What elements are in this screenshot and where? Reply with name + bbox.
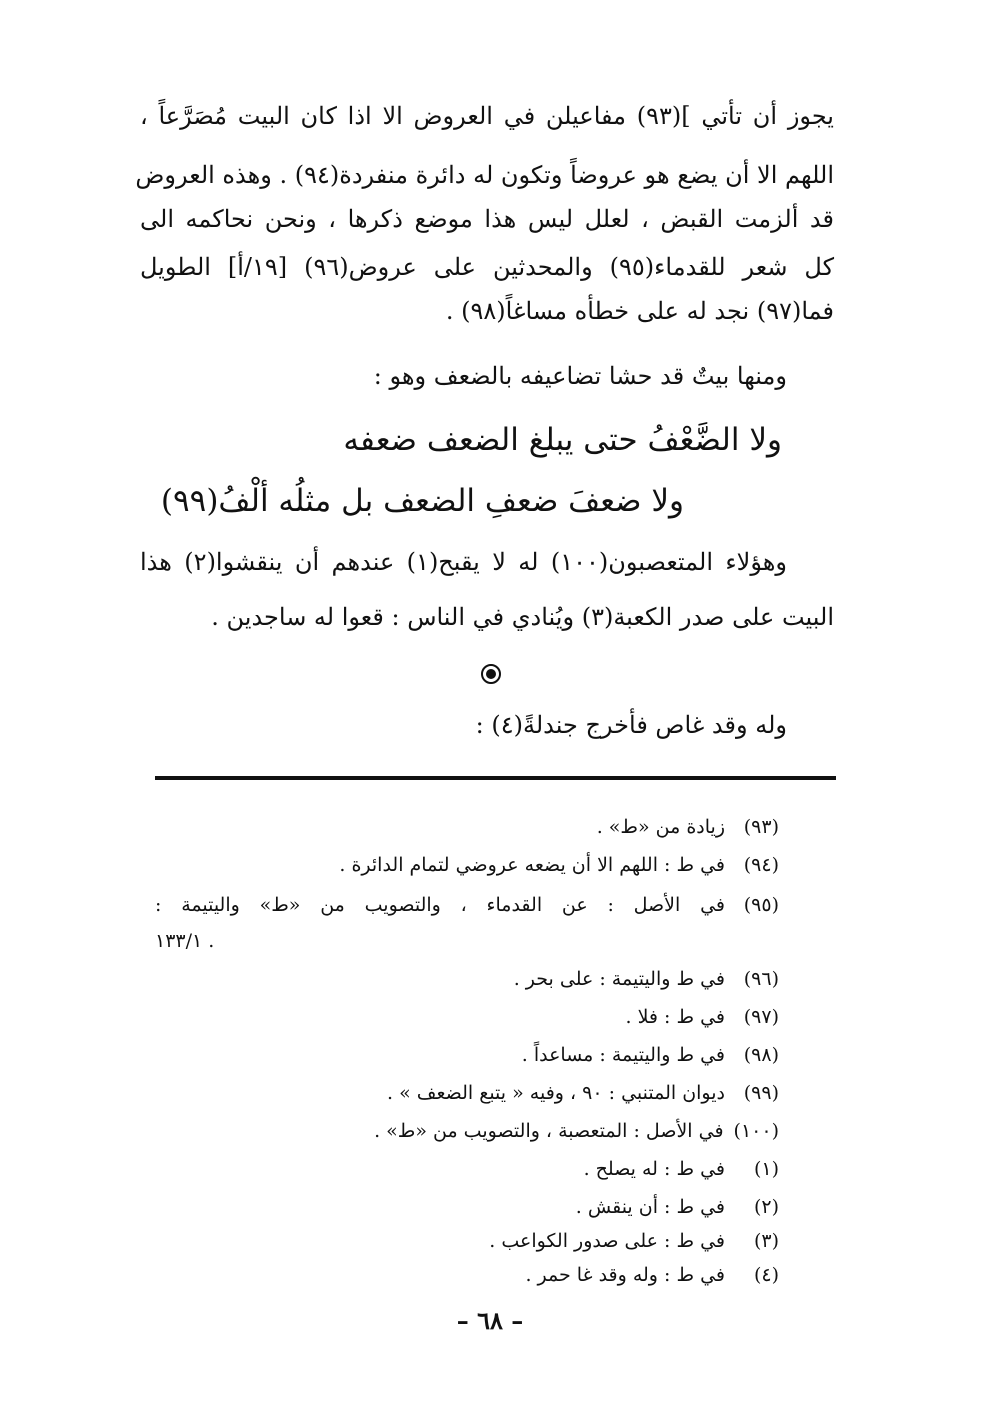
- footnote-item: [514, 970, 779, 989]
- intro-line: ومنها بيتٌ قد حشا تضاعيفه بالضعف وهو :: [373, 362, 787, 390]
- footnote-number: (٢): [753, 1196, 779, 1218]
- verse-second-hemistich: ولا ضعفَ ضعفِ الضعف بل مثلُه ألْفُ(٩٩): [160, 483, 684, 519]
- footnote-item: [584, 1160, 779, 1179]
- footnote-number: (٩٣): [743, 816, 779, 838]
- paragraph-line-1: وهؤلاء المتعصبون(١٠٠) له لا يقبح(١) عندهم أن ينقشوا(٢) هذا: [140, 548, 787, 576]
- footnote-number: (٩٩): [743, 1082, 779, 1104]
- footnote-number: (٩٥): [743, 894, 779, 916]
- body-line-2: اللهم الا أن يضع هو عروضاً وتكون له دائرة منفردة(٩٤) . وهذه العروض: [135, 161, 834, 189]
- verse-first-hemistich: ولا الضَّعْفُ حتى يبلغ الضعف ضعفه: [343, 422, 782, 458]
- footnote-text: في ط : على صدور الكواعب .: [489, 1230, 725, 1252]
- footnote-text: في ط : له يصلح .: [583, 1158, 725, 1180]
- footnote-number: (٩٤): [743, 854, 779, 876]
- body-line-3: قد ألزمت القبض ، لعلل ليس هذا موضع ذكرها ، ونحن نحاكمه الى: [140, 205, 834, 233]
- section-divider-icon: [481, 664, 501, 684]
- footnote-item: [625, 1008, 779, 1027]
- footnote-text: ديوان المتنبي : ٩٠ ، وفيه « يتبع الضعف » .: [387, 1082, 725, 1104]
- body-line-1: يجوز أن تأتي ](٩٣) مفاعيلن في العروض الا اذا كان البيت مُصَرَّعاً ،: [140, 102, 834, 130]
- footnote-item: [597, 818, 779, 837]
- footnote-item: [525, 1266, 779, 1285]
- footnote-text: في ط : أن ينقش .: [575, 1196, 725, 1218]
- footnote-separator: [155, 776, 836, 780]
- footnote-text: زيادة من «ط» .: [596, 816, 725, 838]
- section-line: وله وقد غاص فأخرج جندلةً(٤) :: [475, 711, 787, 739]
- body-line-5: فما(٩٧) نجد له على خطأه مساغاً(٩٨) .: [445, 297, 834, 325]
- footnote-number: (٩٦): [743, 968, 779, 990]
- footnote-number: (٣): [753, 1230, 779, 1252]
- footnote-item: [387, 1084, 779, 1103]
- footnote-item: [522, 1046, 779, 1065]
- footnote-number: (٩٧): [743, 1006, 779, 1028]
- footnote-text: في ط واليتيمة : مساعداً .: [521, 1044, 725, 1066]
- footnote-item: [576, 1198, 779, 1217]
- footnote-number: (١): [753, 1158, 779, 1180]
- footnote-text: في الأصل : المتعصبة ، والتصويب من «ط» .: [374, 1120, 724, 1142]
- footnote-item: [155, 896, 779, 915]
- footnote-text: في الأصل : عن القدماء ، والتصويب من «ط» واليتيمة :: [155, 894, 725, 916]
- footnote-number: (٩٨): [743, 1044, 779, 1066]
- body-line-4: كل شعر للقدماء(٩٥) والمحدثين على عروض(٩٦) [١٩/أ] الطويل: [140, 253, 835, 281]
- footnote-item: [374, 1122, 779, 1141]
- footnote-text: في ط واليتيمة : على بحر .: [513, 968, 725, 990]
- footnote-item: [489, 1232, 779, 1251]
- page-number: – ٦٨ –: [456, 1306, 524, 1335]
- footnote-text: في ط : فلا .: [625, 1006, 725, 1028]
- paragraph-line-2: البيت على صدر الكعبة(٣) ويُنادي في الناس : قعوا له ساجدين .: [211, 603, 834, 631]
- footnote-continuation: . ١٣٣/١: [155, 930, 215, 952]
- footnote-item: [339, 856, 779, 875]
- footnote-text: في ط : اللهم الا أن يضعه عروضي لتمام الدائرة .: [339, 854, 725, 876]
- footnote-number: (١٠٠): [733, 1120, 779, 1142]
- footnote-number: (٤): [753, 1264, 779, 1286]
- footnote-text: في ط : وله وقد غا حمر .: [525, 1264, 725, 1286]
